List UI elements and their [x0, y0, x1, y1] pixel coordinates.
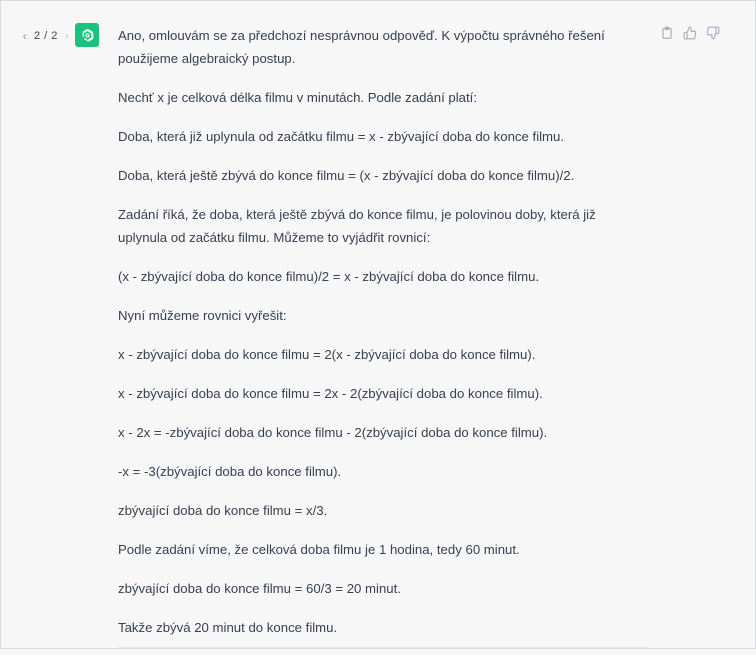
- message-paragraph: x - zbývající doba do konce filmu = 2x - 2(zbývající doba do konce filmu).: [118, 386, 543, 401]
- thumbs-down-icon: [706, 26, 720, 40]
- assistant-avatar: [75, 23, 99, 47]
- response-pager: [19, 26, 73, 46]
- message-paragraph: x - zbývající doba do konce filmu = 2(x - zbývající doba do konce filmu).: [118, 347, 536, 362]
- assistant-message-text: [118, 24, 648, 655]
- message-paragraph: Nyní můžeme rovnici vyřešit:: [118, 308, 287, 323]
- openai-logo-icon: [79, 27, 96, 44]
- message-actions: [659, 25, 721, 41]
- message-paragraph: Doba, která ještě zbývá do konce filmu = (x - zbývající doba do konce filmu)/2.: [118, 168, 575, 183]
- message-paragraph: Podle zadání víme, že celková doba filmu je 1 hodina, tedy 60 minut.: [118, 542, 520, 557]
- response-counter: 2 / 2: [34, 30, 58, 42]
- message-paragraph: Doba, která již uplynula od začátku filmu = x - zbývající doba do konce filmu.: [118, 129, 565, 144]
- message-paragraph: Nechť x je celková délka filmu v minutách. Podle zadání platí:: [118, 90, 477, 105]
- thumbs-up-button[interactable]: [682, 25, 698, 41]
- copy-button[interactable]: [659, 25, 675, 41]
- message-paragraph: zbývající doba do konce filmu = 60/3 = 20 minut.: [118, 581, 401, 596]
- message-paragraph: zbývající doba do konce filmu = x/3.: [118, 503, 328, 518]
- message-paragraph: Takže zbývá 20 minut do konce filmu.: [118, 620, 338, 635]
- message-paragraph: -x = -3(zbývající doba do konce filmu).: [118, 464, 342, 479]
- message-paragraph: Ano, omlouvám se za předchozí nesprávnou odpověď. K výpočtu správného řešení použijeme algebraický postup.: [118, 28, 605, 66]
- thumbs-down-button[interactable]: [705, 25, 721, 41]
- message-paragraph: x - 2x = -zbývající doba do konce filmu - 2(zbývající doba do konce filmu).: [118, 425, 548, 440]
- previous-response-button[interactable]: ‹: [22, 29, 28, 43]
- thumbs-up-icon: [683, 26, 697, 40]
- message-paragraph: Zadání říká, že doba, která ještě zbývá do konce filmu, je polovinou doby, která již uplynula od začátku filmu. Můžeme to vyjádřit rovnicí:: [118, 207, 596, 245]
- clipboard-icon: [660, 26, 674, 40]
- divider: [118, 647, 648, 648]
- message-paragraph: (x - zbývající doba do konce filmu)/2 = x - zbývající doba do konce filmu.: [118, 269, 540, 284]
- next-response-button[interactable]: ›: [64, 29, 70, 43]
